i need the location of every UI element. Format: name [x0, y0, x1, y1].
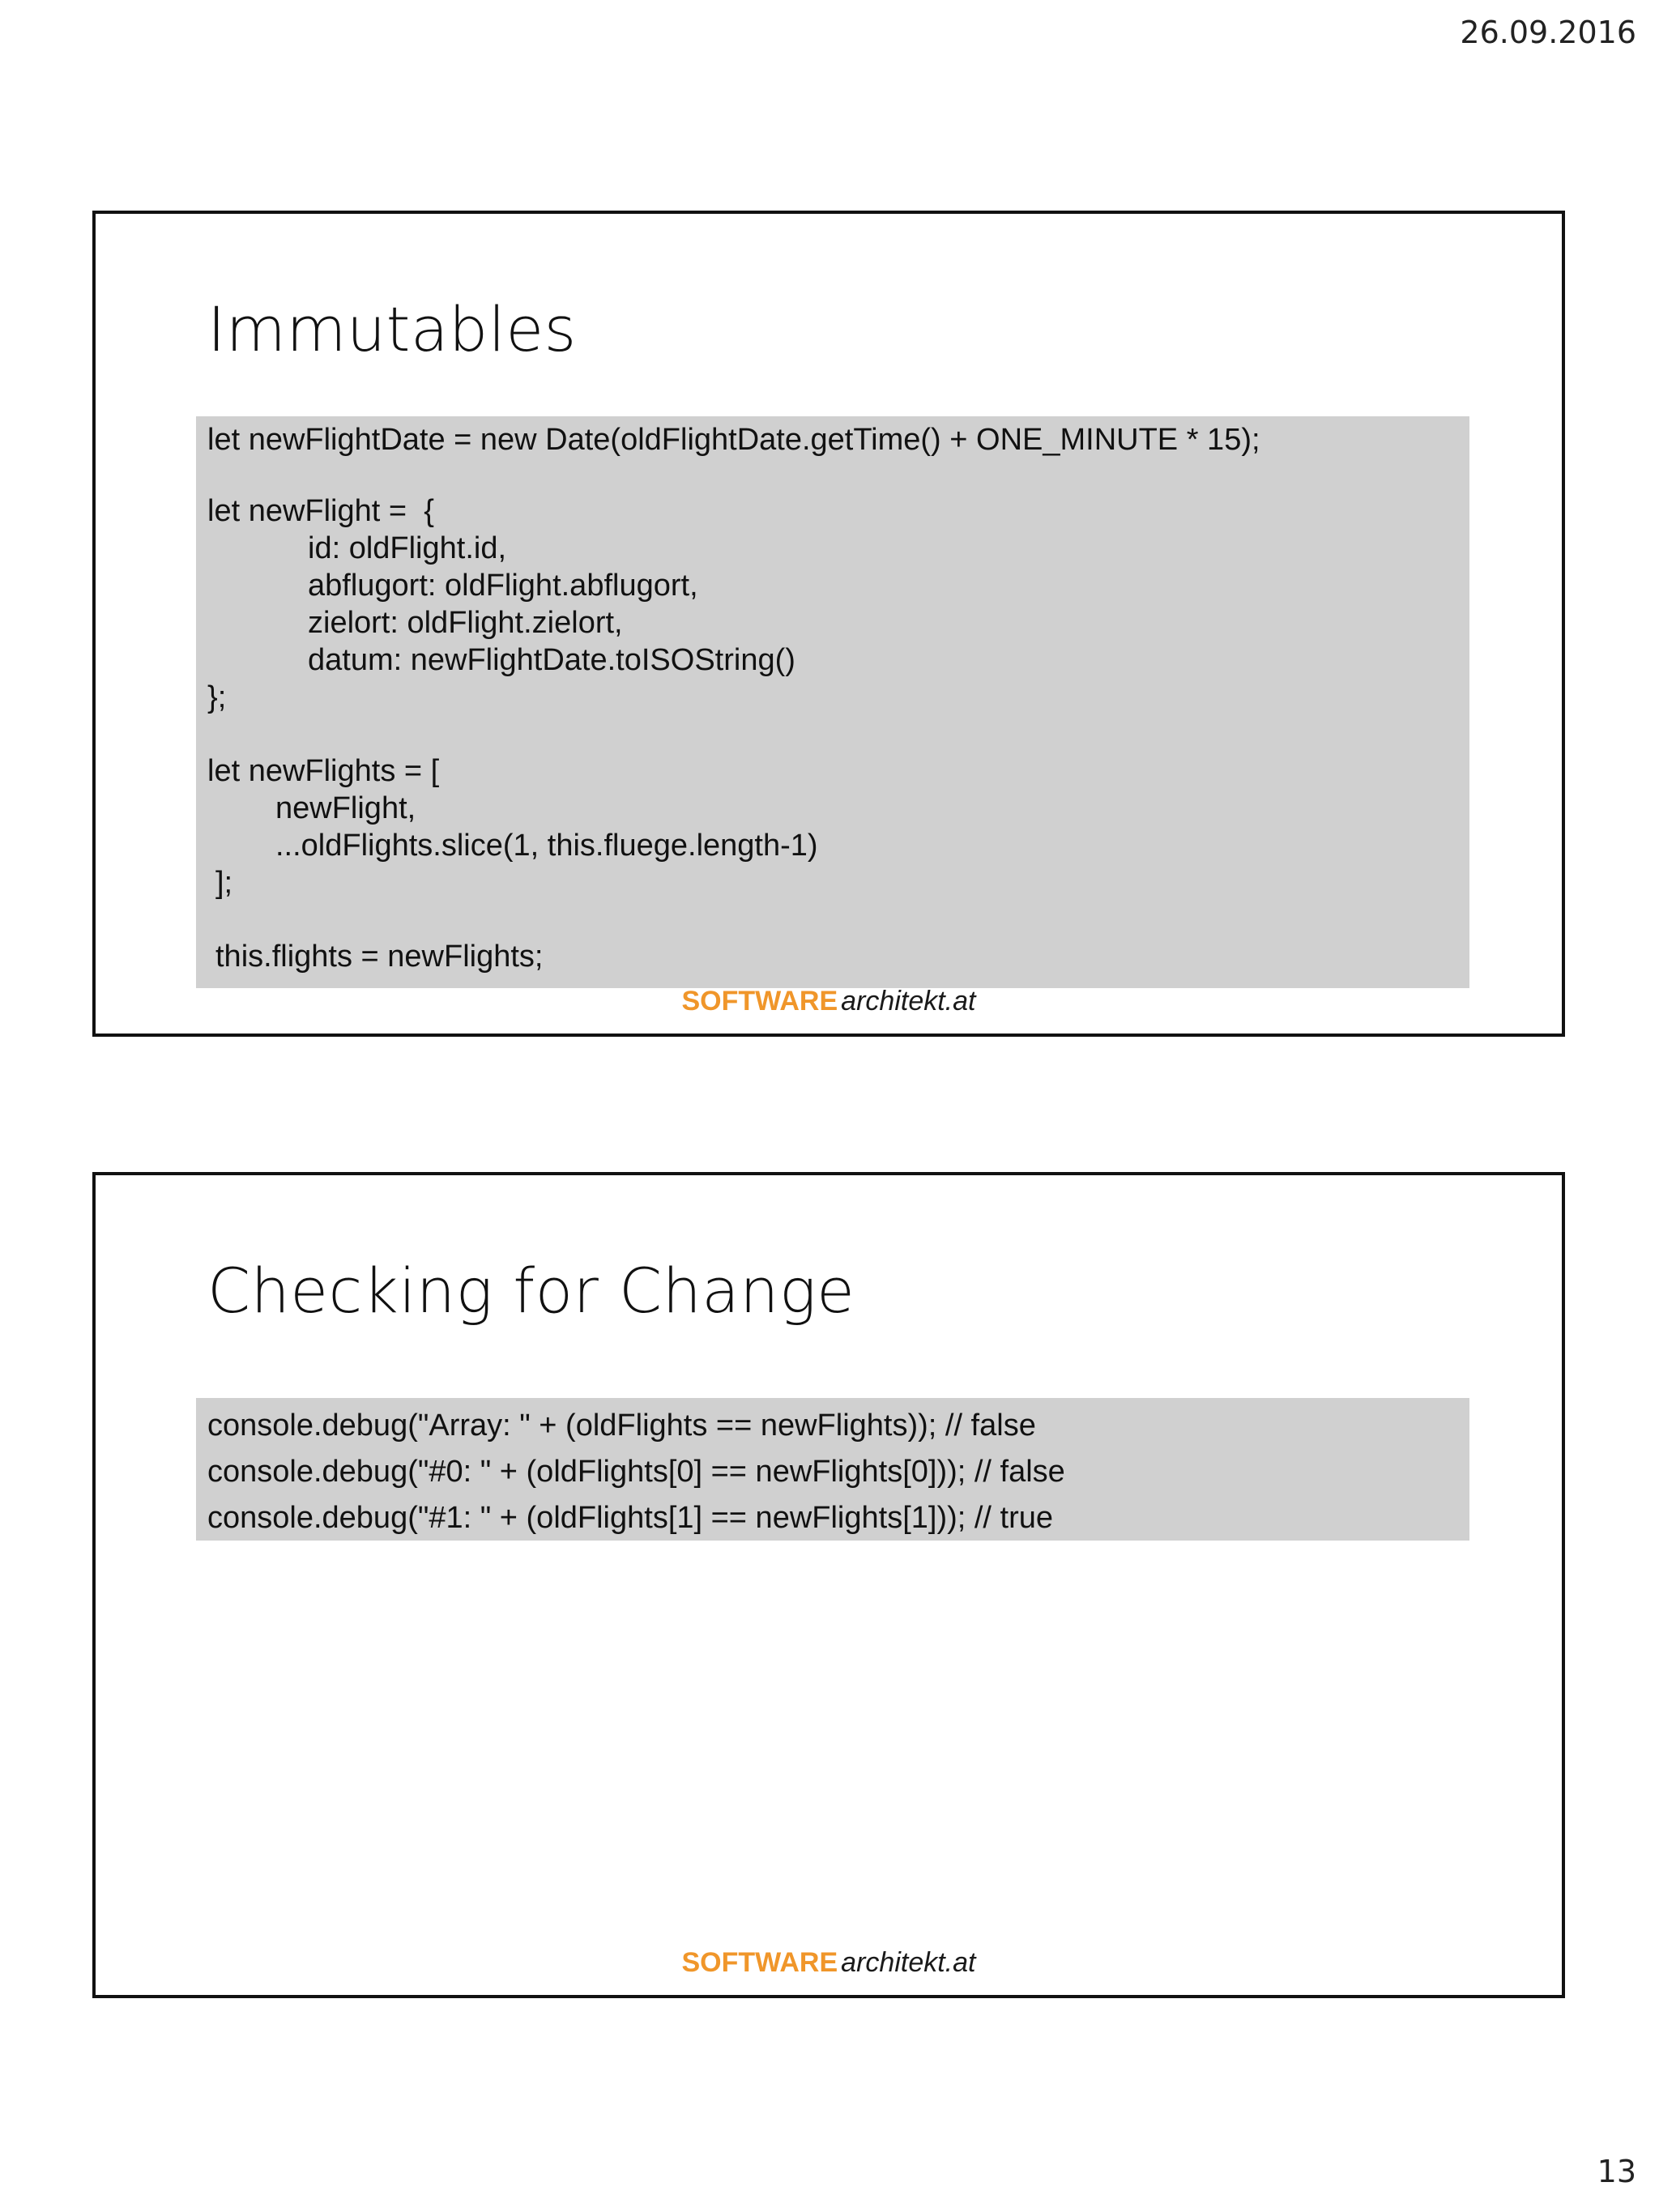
code-block — [196, 1398, 1469, 1541]
code-line: }; — [207, 680, 227, 714]
code-line: let newFlight = { — [207, 494, 434, 528]
code-line: this.flights = newFlights; — [215, 940, 544, 974]
code-line: ...oldFlights.slice(1, this.fluege.length-1) — [275, 829, 818, 863]
page-date: 26.09.2016 — [1460, 15, 1636, 50]
code-block — [196, 416, 1469, 988]
code-line: id: oldFlight.id, — [308, 531, 507, 565]
code-line: console.debug("#0: " + (oldFlights[0] == newFlights[0])); // false — [207, 1455, 1065, 1489]
slide-title: Immutables — [207, 293, 577, 365]
code-line: abflugort: oldFlight.abflugort, — [308, 569, 698, 603]
code-line: let newFlights = [ — [207, 754, 440, 788]
slide-immutables — [92, 211, 1565, 1037]
code-line: console.debug("Array: " + (oldFlights == newFlights)); // false — [207, 1409, 1036, 1443]
brand-logo — [96, 1947, 1562, 1979]
brand-architekt: architekt.at — [841, 986, 976, 1016]
brand-software: SOFTWARE — [681, 986, 838, 1016]
slide-checking-for-change — [92, 1172, 1565, 1998]
brand-logo — [96, 986, 1562, 1017]
code-line: newFlight, — [275, 791, 416, 825]
brand-architekt: architekt.at — [841, 1947, 976, 1978]
code-line: ]; — [215, 866, 233, 900]
code-line: let newFlightDate = new Date(oldFlightDate.getTime() + ONE_MINUTE * 15); — [207, 423, 1260, 457]
brand-software: SOFTWARE — [681, 1947, 838, 1978]
slide-title: Checking for Change — [207, 1255, 855, 1327]
code-line: zielort: oldFlight.zielort, — [308, 606, 623, 640]
page-number: 13 — [1597, 2154, 1636, 2189]
code-line: console.debug("#1: " + (oldFlights[1] == newFlights[1])); // true — [207, 1501, 1054, 1535]
code-line: datum: newFlightDate.toISOString() — [308, 643, 795, 677]
